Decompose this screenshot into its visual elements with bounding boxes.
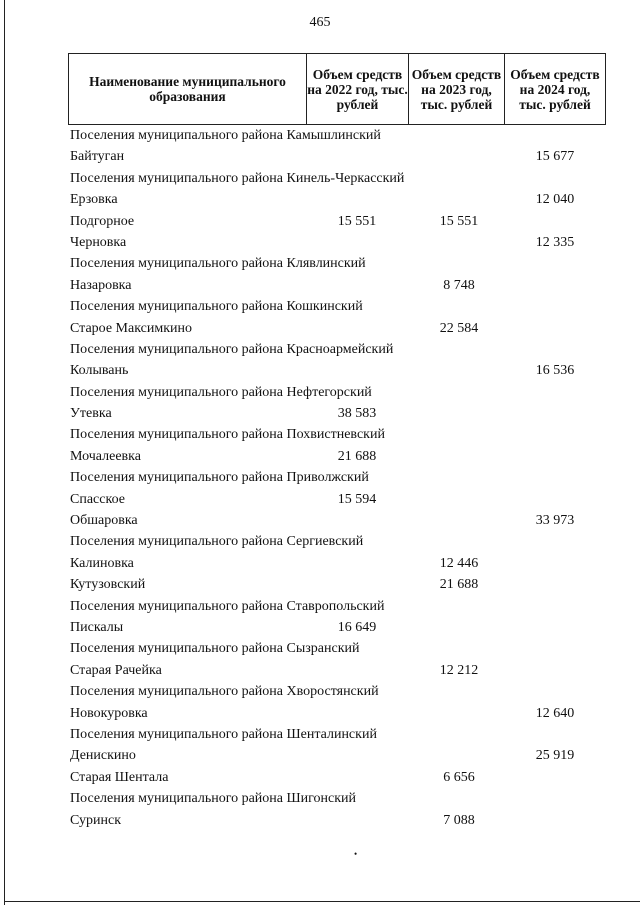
municipality-name: Ерзовка <box>70 192 118 208</box>
value-2024: 12 040 <box>535 192 575 208</box>
municipality-name: Колывань <box>70 363 129 379</box>
municipality-name: Калиновка <box>70 555 134 571</box>
allocation-table <box>68 53 606 828</box>
table-row <box>68 810 606 831</box>
value-2022: 15 551 <box>337 213 377 229</box>
table-row <box>68 360 606 381</box>
table-row <box>68 446 606 467</box>
table-row <box>68 253 606 274</box>
municipality-name: Поселения муниципального района Красноармейский <box>70 341 394 357</box>
value-2023: 15 551 <box>439 213 479 229</box>
value-2023: 22 584 <box>439 320 479 336</box>
municipality-name: Поселения муниципального района Клявлинский <box>70 256 366 272</box>
header-2024: Объем средств на 2024 год, тыс. рублей <box>510 66 600 112</box>
table-row <box>68 211 606 232</box>
table-row <box>68 467 606 488</box>
municipality-name: Поселения муниципального района Сызранский <box>70 641 360 657</box>
table-row <box>68 125 606 146</box>
table-row <box>68 596 606 617</box>
municipality-name: Поселения муниципального района Хворостянский <box>70 684 379 700</box>
value-2022: 21 688 <box>337 448 377 464</box>
table-row <box>68 745 606 766</box>
table-row <box>68 660 606 681</box>
municipality-name: Старое Максимкино <box>70 320 193 336</box>
value-2024: 25 919 <box>535 748 575 764</box>
municipality-name: Кутузовский <box>70 577 146 593</box>
municipality-name: Обшаровка <box>70 513 138 529</box>
value-2024: 16 536 <box>535 363 575 379</box>
scan-bottom-border <box>4 901 640 902</box>
municipality-name: Поселения муниципального района Кошкинский <box>70 299 363 315</box>
municipality-name: Спасское <box>70 491 125 507</box>
municipality-name: Старая Рачейка <box>70 662 162 678</box>
table-row <box>68 403 606 424</box>
value-2023: 7 088 <box>443 812 475 828</box>
municipality-name: Байтуган <box>70 149 125 165</box>
municipality-name: Новокуровка <box>70 705 148 721</box>
municipality-name: Мочалеевка <box>70 448 141 464</box>
value-2023: 12 446 <box>439 555 479 571</box>
table-row <box>68 531 606 552</box>
page-number: 465 <box>309 15 331 30</box>
table-row <box>68 489 606 510</box>
header-municipality: Наименование муниципального образования <box>69 54 307 124</box>
value-2024: 33 973 <box>535 513 575 529</box>
table-row <box>68 553 606 574</box>
value-2023: 12 212 <box>439 662 479 678</box>
table-row <box>68 339 606 360</box>
value-2022: 15 594 <box>337 491 377 507</box>
table-header <box>68 53 606 125</box>
table-row <box>68 146 606 167</box>
municipality-name: Поселения муниципального района Шигонский <box>70 791 357 807</box>
table-row <box>68 617 606 638</box>
municipality-name: Утевка <box>70 406 112 422</box>
table-row <box>68 424 606 445</box>
table-row <box>68 788 606 809</box>
table-row <box>68 703 606 724</box>
value-2022: 38 583 <box>337 406 377 422</box>
value-2023: 21 688 <box>439 577 479 593</box>
municipality-name: Подгорное <box>70 213 135 229</box>
table-row <box>68 189 606 210</box>
table-row <box>68 296 606 317</box>
municipality-name: Поселения муниципального района Сергиевский <box>70 534 364 550</box>
table-row <box>68 510 606 531</box>
municipality-name: Пискалы <box>70 619 124 635</box>
municipality-name: Черновка <box>70 234 127 250</box>
table-row <box>68 724 606 745</box>
municipality-name: Поселения муниципального района Нефтегорский <box>70 384 372 400</box>
value-2024: 12 335 <box>535 234 575 250</box>
value-2024: 15 677 <box>535 149 575 165</box>
table-row <box>68 382 606 403</box>
header-2023: Объем средств на 2023 год, тыс. рублей <box>409 54 505 124</box>
value-2023: 8 748 <box>443 277 475 293</box>
header-2022: Объем средств на 2022 год, тыс. рублей <box>307 54 409 124</box>
table-row <box>68 574 606 595</box>
municipality-name: Поселения муниципального района Шенталинский <box>70 726 377 742</box>
municipality-name: Поселения муниципального района Камышлинский <box>70 128 381 143</box>
municipality-name: Старая Шентала <box>70 769 169 785</box>
table-row <box>68 318 606 339</box>
table-row <box>68 168 606 189</box>
municipality-name: Денискино <box>70 748 136 764</box>
table-row <box>68 767 606 788</box>
municipality-name: Назаровка <box>70 277 132 293</box>
municipality-name: Суринск <box>70 812 121 828</box>
footer-mark: • <box>354 849 358 859</box>
municipality-name: Поселения муниципального района Приволжский <box>70 470 369 486</box>
scan-left-border <box>4 0 5 905</box>
value-2022: 16 649 <box>337 619 377 635</box>
table-row <box>68 681 606 702</box>
municipality-name: Поселения муниципального района Кинель-Черкасский <box>70 170 405 186</box>
table-row <box>68 275 606 296</box>
municipality-name: Поселения муниципального района Ставропольский <box>70 598 385 614</box>
table-row <box>68 638 606 659</box>
value-2024: 12 640 <box>535 705 575 721</box>
table-body <box>68 125 606 831</box>
value-2023: 6 656 <box>443 769 475 785</box>
municipality-name: Поселения муниципального района Похвистневский <box>70 427 385 443</box>
table-row <box>68 232 606 253</box>
